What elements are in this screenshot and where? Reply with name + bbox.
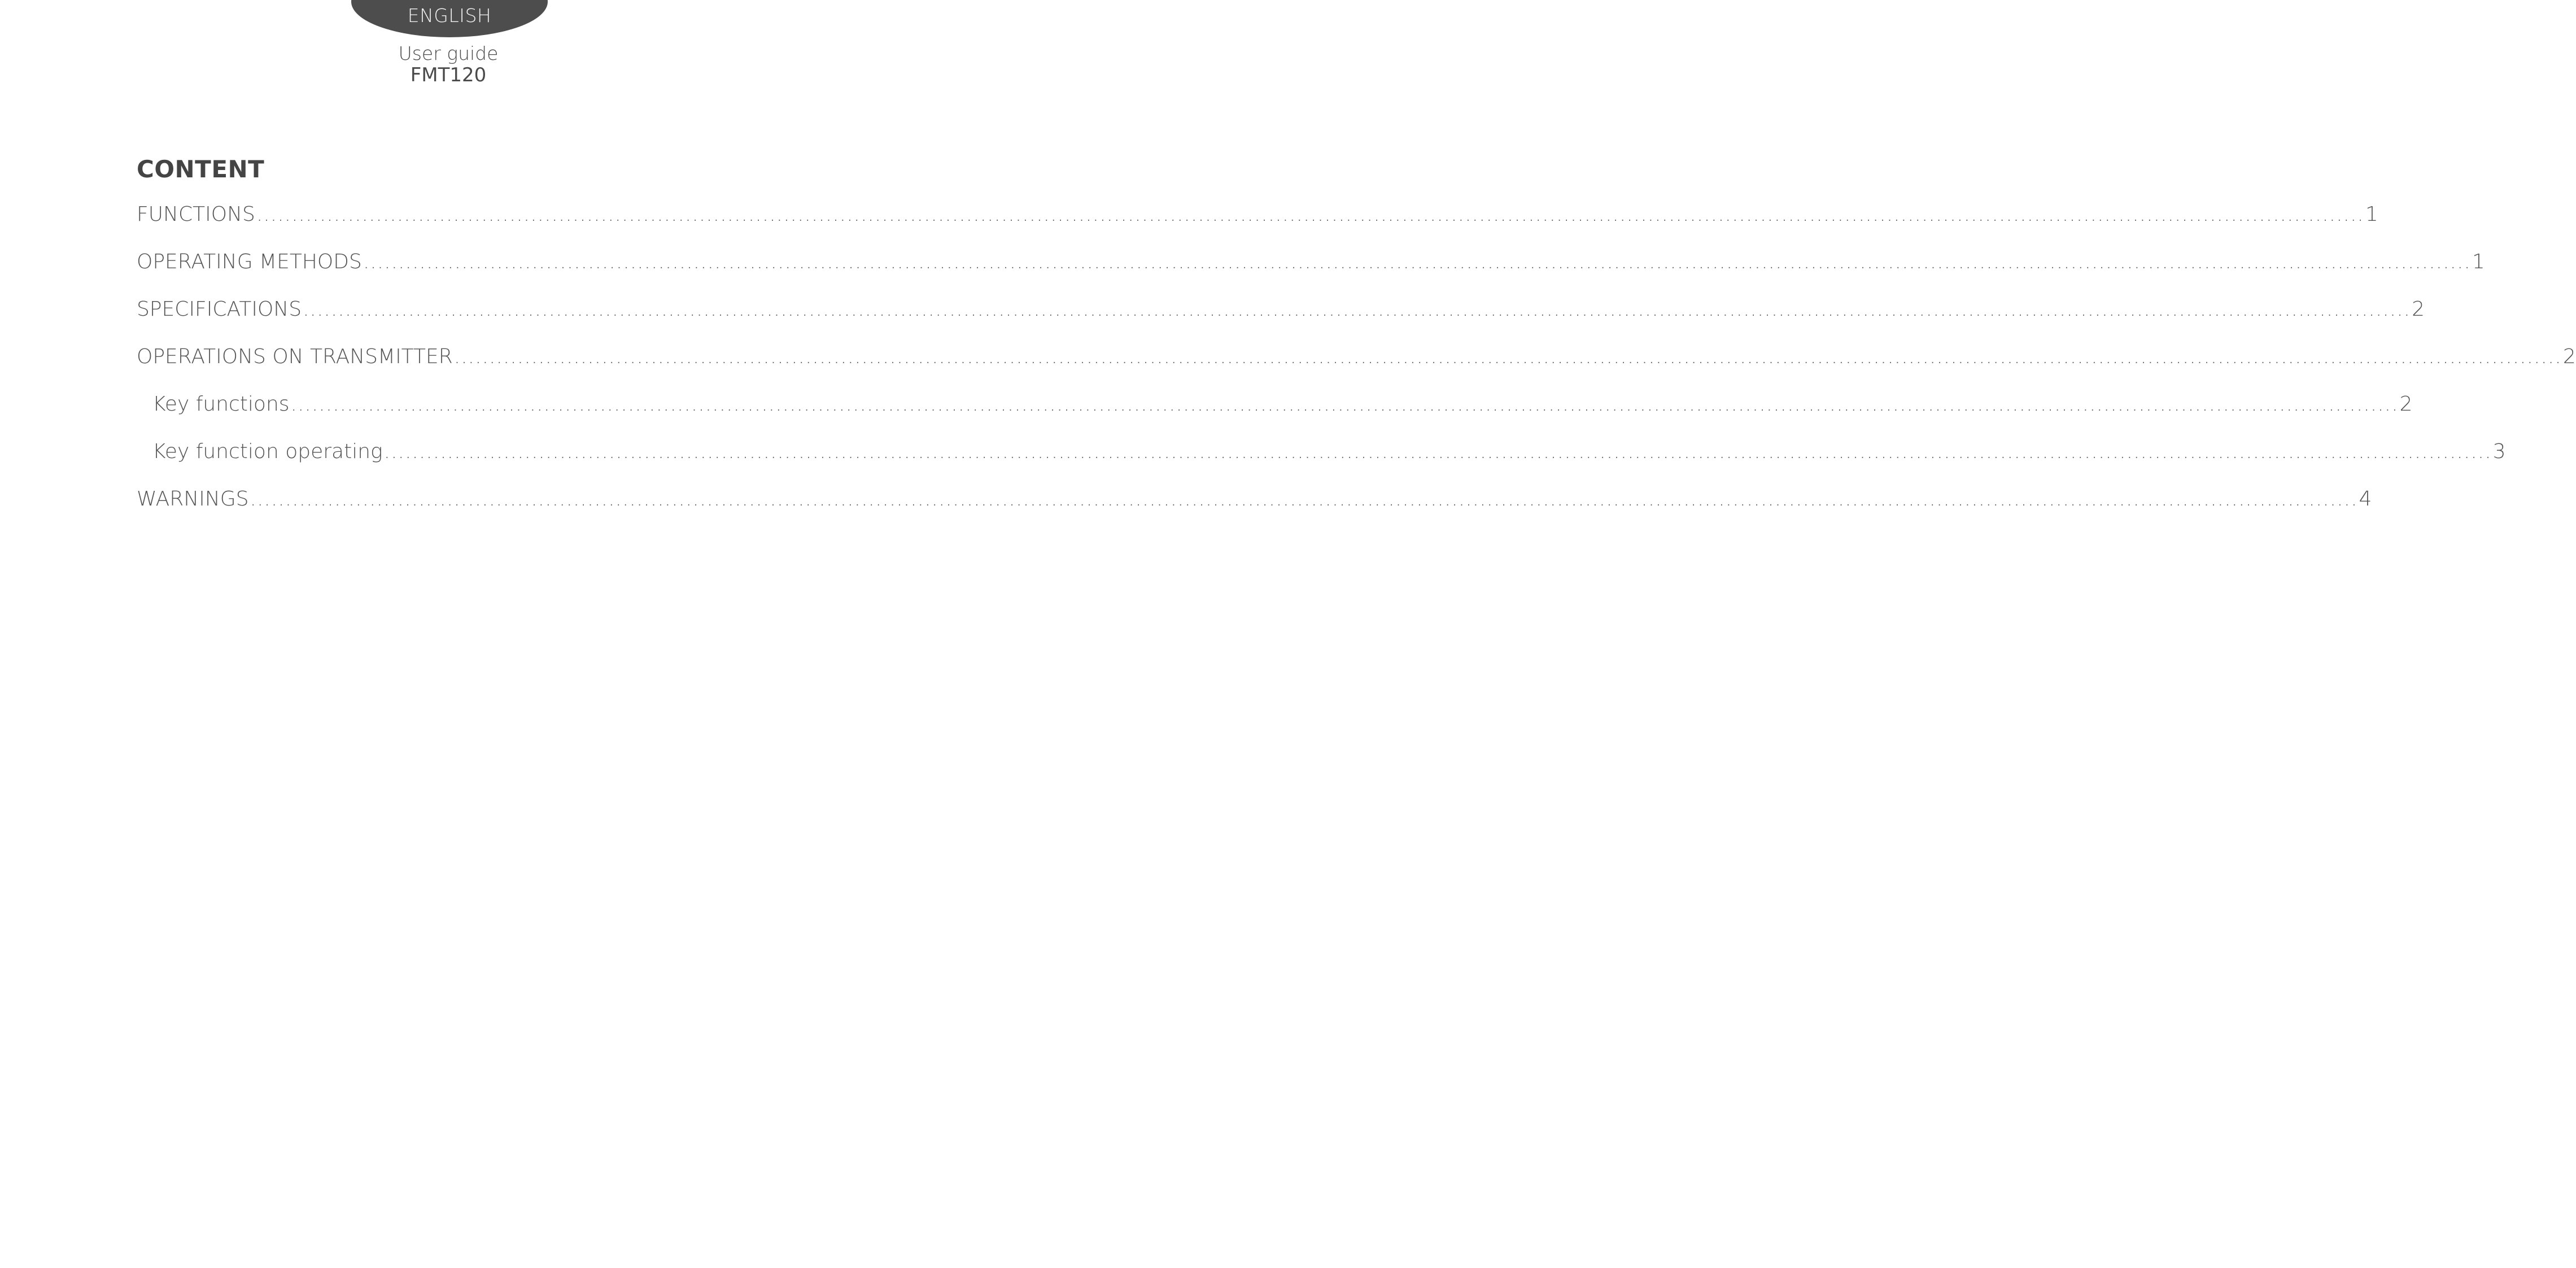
toc-entry-operating-methods[interactable] [137, 246, 2485, 294]
toc-entry-label: SPECIFICATIONS [137, 298, 302, 321]
toc-entry-key-functions[interactable] [137, 389, 2413, 436]
toc-entry-operations-on-transmitter[interactable] [137, 341, 2576, 389]
toc-entry-label: OPERATING METHODS [137, 250, 362, 273]
language-tab-label: ENGLISH [407, 5, 492, 27]
toc-entry-label: OPERATIONS ON TRANSMITTER [137, 345, 453, 368]
toc-entry-functions[interactable] [137, 199, 2378, 246]
toc-entry-page: 4 [2359, 487, 2372, 511]
dot-leader: ............................................................................................................................................................................................................................................................................................................ [303, 298, 2411, 321]
dot-leader: ............................................................................................................................................................................................................................................................................................................ [453, 345, 2562, 368]
toc-entry-page: 1 [2365, 203, 2378, 226]
toc-entry-warnings[interactable] [137, 483, 2372, 531]
toc-list [137, 199, 2576, 531]
toc-title: CONTENT [137, 155, 265, 183]
toc-entry-specifications[interactable] [137, 294, 2425, 341]
model-name: FMT120 [410, 64, 487, 86]
toc-entry-page: 1 [2472, 250, 2485, 273]
toc-entry-label: FUNCTIONS [137, 203, 255, 226]
toc-entry-page: 2 [2412, 298, 2425, 321]
toc-entry-page: 3 [2492, 440, 2506, 463]
toc-entry-page: 2 [2399, 393, 2413, 416]
toc-entry-label: Key functions [152, 393, 290, 416]
dot-leader: ............................................................................................................................................................................................................................................................................................................ [250, 487, 2358, 511]
guide-subtitle: User guide [398, 42, 499, 64]
toc-entry-label: WARNINGS [137, 487, 249, 511]
dot-leader: ............................................................................................................................................................................................................................................................................................................ [363, 250, 2471, 273]
dot-leader: ............................................................................................................................................................................................................................................................................................................ [290, 393, 2399, 416]
toc-entry-key-function-operating[interactable] [137, 436, 2506, 483]
guide-header [0, 43, 897, 86]
toc-entry-label: Key function operating [152, 440, 383, 463]
dot-leader: ............................................................................................................................................................................................................................................................................................................ [383, 440, 2492, 463]
table-of-contents [137, 152, 2576, 531]
toc-entry-page: 2 [2562, 345, 2576, 368]
dot-leader: ............................................................................................................................................................................................................................................................................................................ [256, 203, 2364, 226]
